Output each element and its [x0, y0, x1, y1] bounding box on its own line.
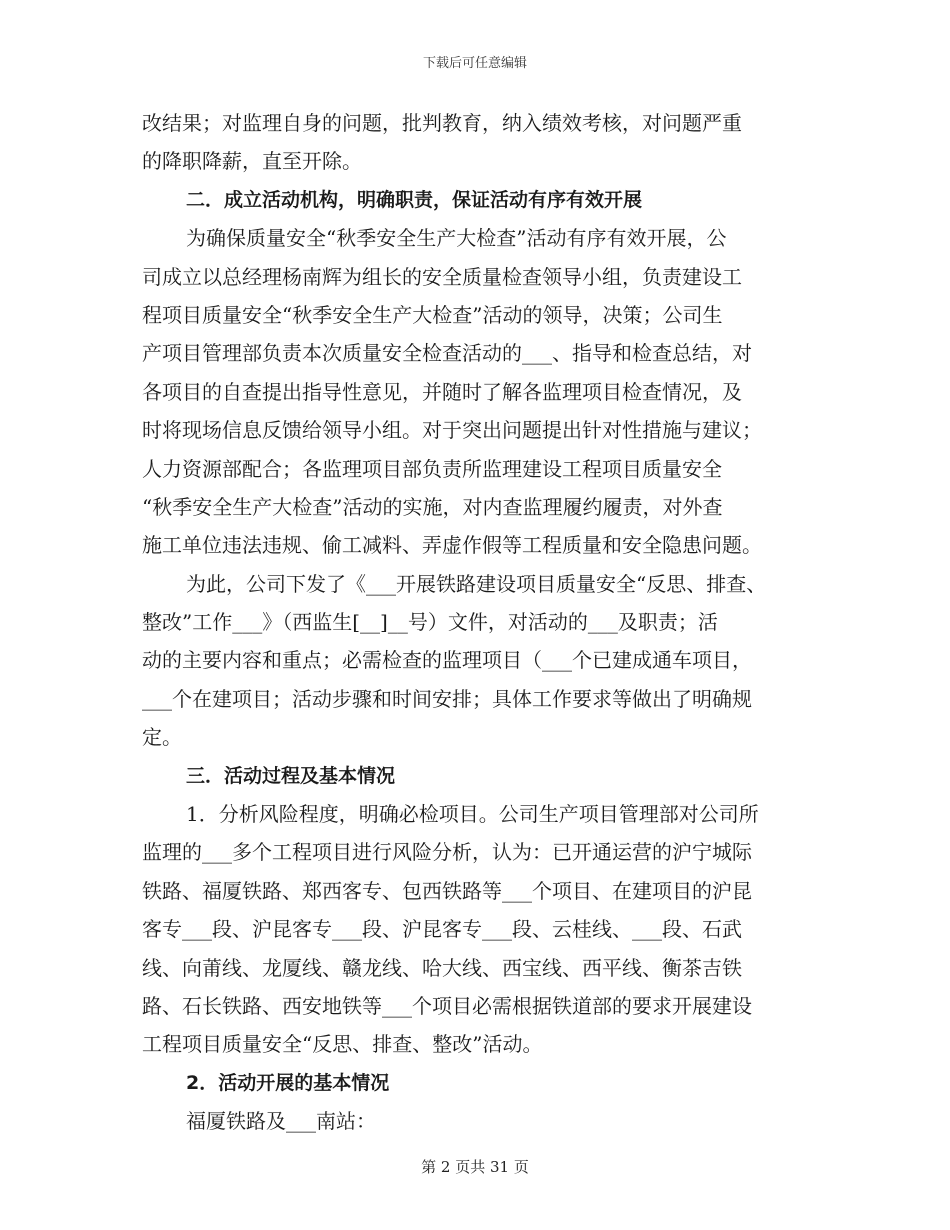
text-line-12: 施工单位违法违规、偷工减料、弄虚作假等工程质量和安全隐患问题。	[142, 533, 762, 558]
paragraph-start-line: 为此，公司下发了《___开展铁路建设项目质量安全“反思、排查、	[186, 571, 767, 596]
text-line-9: 时将现场信息反馈给领导小组。对于突出问题提出针对性措施与建议；	[142, 418, 762, 443]
paragraph-start-line: 1．分析风险程度，明确必检项目。公司生产项目管理部对公司所	[186, 802, 759, 827]
text-line-20: 监理的___多个工程项目进行风险分析，认为：已开通运营的沪宁城际	[142, 840, 752, 865]
text-line-21: 铁路、福厦铁路、郑西客专、包西铁路等___个项目、在建项目的沪昆	[142, 878, 752, 903]
text-line-5: 司成立以总经理杨南辉为组长的安全质量检查领导小组，负责建设工	[142, 264, 742, 289]
text-line-22: 客专___段、沪昆客专___段、沪昆客专___段、云桂线、___段、石武	[142, 917, 742, 942]
text-line-23: 线、向莆线、龙厦线、赣龙线、哈大线、西宝线、西平线、衡茶吉铁	[142, 955, 742, 980]
text-line-15: 动的主要内容和重点；必需检查的监理项目（___个已建成通车项目，	[142, 648, 752, 673]
section-heading-3: 三．活动过程及基本情况	[186, 764, 396, 787]
page-header: 下载后可任意编辑	[422, 56, 527, 71]
text-line-8: 各项目的自查提出指导性意见，并随时了解各监理项目检查情况，及	[142, 379, 742, 404]
text-line-2: 的降职降薪，直至开除。	[142, 149, 362, 174]
text-line-24: 路、石长铁路、西安地铁等___个项目必需根据铁道部的要求开展建设	[142, 993, 752, 1018]
text-line-17: 定。	[142, 725, 182, 750]
page-footer: 第 2 页共 31 页	[421, 1158, 529, 1176]
text-line-1: 改结果；对监理自身的问题，批判教育，纳入绩效考核，对问题严重	[142, 111, 742, 135]
text-line-11: “秋季安全生产大检查”活动的实施，对内查监理履约履责，对外查	[142, 494, 723, 519]
text-line-7: 产项目管理部负责本次质量安全检查活动的___、指导和检查总结，对	[142, 341, 752, 366]
section-heading-2: 二．成立活动机构，明确职责，保证活动有序有效开展	[186, 188, 643, 211]
text-line-10: 人力资源部配合；各监理项目部负责所监理建设工程项目质量安全	[142, 456, 722, 481]
paragraph-start-line: 福厦铁路及___南站：	[186, 1109, 376, 1134]
text-line-6: 程项目质量安全“秋季安全生产大检查”活动的领导，决策；公司生	[142, 302, 723, 327]
paragraph-start-line: 为确保质量安全“秋季安全生产大检查”活动有序有效开展，公	[186, 226, 727, 251]
text-line-14: 整改”工作___》（西监生[__]__号）文件，对活动的___及职责；活	[142, 610, 718, 635]
document-body	[142, 104, 810, 1141]
text-line-16: ___个在建项目；活动步骤和时间安排；具体工作要求等做出了明确规	[142, 686, 752, 711]
subsection-heading-2: 2．活动开展的基本情况	[186, 1071, 390, 1094]
text-line-25: 工程项目质量安全“反思、排查、整改”活动。	[142, 1032, 543, 1057]
